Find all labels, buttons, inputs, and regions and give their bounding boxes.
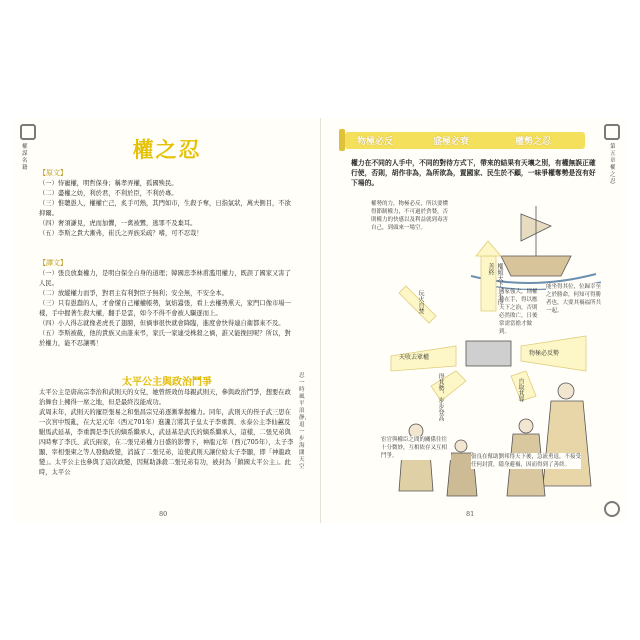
side-header: 第五章 權之忍 [610,144,616,185]
original-label: 【原文】 [39,169,67,177]
arrow-label-left: 天收去眾權 [399,354,430,361]
original-line-5: （五）李斯之貴大漸弗，崔氏之弄族采疏？嗜，可不忍哉！ [39,230,203,237]
page-number-left: 80 [159,510,168,518]
original-section [39,168,295,239]
note-bottom-right: 張良在幫助劉邦得天下後，急流勇退，不接受任何封賞，隱身避禍，因而得到了善終。 [471,454,582,468]
banner-part-1: 物極必反 [357,137,394,147]
original-line-3: （三）惟聰愚人，權權亡己，炙手可熱，其門如市，生殺予奪，日指氣狀，萬夫側目，不欲抑爾。 [39,200,291,217]
page-number-right: 81 [466,510,475,518]
seal-stone-icon [466,341,511,366]
note-top-left: 權勢的力，物極必反，所以要懂得節制權力，不可過於貪婪，否則權力的快感以及利益就到毒害自己，到頭來一場空。 [371,200,451,232]
arrow-label-up-right: 權傾天下，不得善終 [487,263,503,305]
intro-text [351,158,601,188]
section-subtitle: 太平公主與政治鬥爭 [122,377,212,388]
translation-line-4: （四）小人得志就像老虎長了翅膀，但禍事很快就會降臨，進度會快得連自衛都來不及。 [39,320,285,327]
translation-line-2: （二）放縱權力而爭，對君主有利對臣子無利；安全無，不安全本。 [39,290,228,297]
page-title: 權之忍 [132,137,202,162]
banner-frame [339,129,345,151]
corner-ornament-icon [604,124,620,140]
banner-part-3: 權勢之忍 [515,137,552,147]
note-top-right: 國家強大，則權勢在手，得以應天下之治，否則必然敗亡，日後常需當擔才做到。 [499,289,538,335]
translation-label: 【譯文】 [39,259,67,267]
arrow-label-up-left: 玩火自焚 [417,290,424,314]
right-page [321,118,626,523]
arrow-label-down-left: 得其勢，步步登高 [437,373,444,421]
chapter-banner [345,132,585,149]
book-spread [14,118,626,523]
side-header: 權謀名籍 [22,144,28,171]
left-page [14,118,321,523]
original-line-4: （四）奢須謙見，虎而加懼，一禽被鸞，逃罪不及棄耳。 [39,220,197,227]
original-line-1: （一）恃寵權，明哲保身；稱孝弄權，孤國殃民。 [39,180,178,187]
arrow-label-down-right: 自取其辱 [517,378,524,402]
intro-paragraph: 權力在不同的人手中，不同的對待方式下，帶來的結果有天壤之別，有權無誤正確行使，否則，胡作非為，為所欲為，置國家、民生於不顧，一味爭權奪勢是沒有好下場的。 [351,159,596,187]
translation-line-5: （五）李斯被截，他的貴族又由誰來弔，家氏一家連受株殺之禍，誰又能挽回呢？所以，對於權力，能不忍讓嗎！ [39,330,291,347]
translation-line-3: （三）只有愚蠢的人，才會懂自己權權帳勢，氣焰囂張，看上去權勢熏天，家門口像市場一樣，手中握著生殺大權，翻手是雲，如今不得不會被人驅逐而上。 [39,300,291,317]
body-text [39,388,295,478]
note-right: 能坐得其位，位歸幸至之於勝命，何知可得勝者也，大要其禍福所共一起。 [546,284,602,314]
translation-section [39,258,295,349]
body-paragraph-1: 太平公主是唐高宗李治和武則天的女兒，她曾經效仿母親武則天，參與政治鬥爭，想要在政治舞台上擁得一席之地，但是最終沒能成功。 [39,389,291,406]
arrow-label-right: 物極必反勢 [529,350,560,357]
note-bottom-left: 宦官與權臣之間的關係往往十分微妙，互相依存又互相鬥爭。 [381,436,451,460]
side-footer: 忍一時風平浪靜，退一步海闊天空 [299,373,311,470]
banner-part-2: 盛極必衰 [433,137,470,147]
original-line-2: （二）盡權之妨，利於君，不利於臣，不利於專。 [39,190,178,197]
translation-line-1: （一）張良放棄權力，是明白保全自身的道理；韓國忠李林甫濫用權力，既誤了國家又害了人民。 [39,270,291,287]
body-paragraph-2: 武周末年，武則天的寵臣張易之和張昌宗兄弟逐漸掌握權力。同年，武則天的侄子武三思在一次宮中叛亂，在大足元年（西元701年）進讒言將其子皇太子李重潤、永泰公主李仙蕙及駙馬武延基，李重潤是李氏的嫡系繼承人，武延基是武氏的嫡系繼承人，這樣，二張兄弟與四時奪了李氏、武氏兩家，在二張兄弟權力日盛的影響下，神龍元年（西元705年），太子李顯、宰相張柬之等人發動政變，消滅了二張兄弟，迫使武則天讓位給太子李顯，即「神龍政變」。太平公主也參與了這次政變，因幫助誅殺二張兄弟有功，被封為「鎮國太平公主」。此時，太平公 [39,409,294,476]
